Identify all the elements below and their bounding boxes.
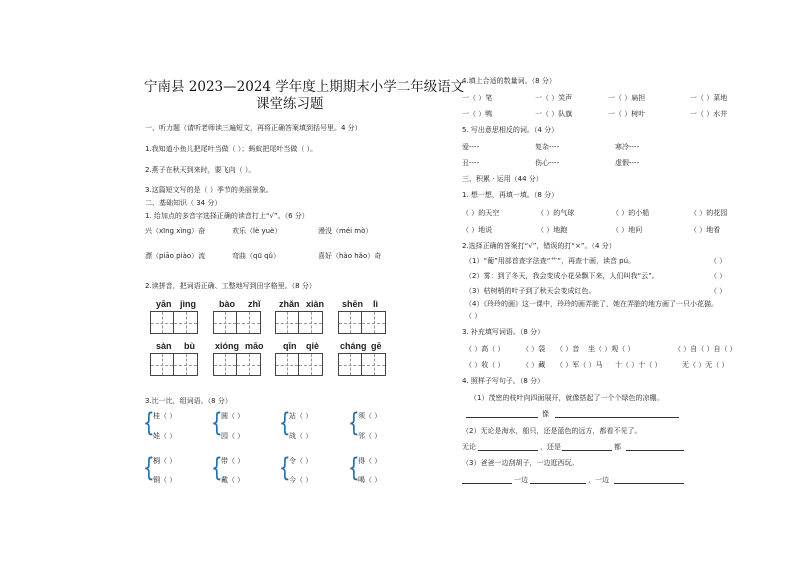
brace-icon: { xyxy=(279,408,291,438)
brace-icon: { xyxy=(211,408,223,438)
judge-item: （3）枯树梢的叶子到了秋天会变成红色。 xyxy=(465,287,596,295)
measure-word-item: 一（ ）笑声 xyxy=(535,94,573,102)
judge-question: 2.选择正确的答案打“√”，错误的打“×”。（4 分） xyxy=(462,242,616,250)
writing-grid[interactable] xyxy=(338,311,386,334)
judge-answer-paren[interactable]: （ ） xyxy=(710,257,727,265)
antonyms-heading: 5. 写出意思相反的词。（4 分） xyxy=(462,126,559,134)
pinyin-label: shēn xyxy=(342,299,364,309)
idiom-item: （ ）军（ ）马 xyxy=(556,361,603,369)
answer-line[interactable] xyxy=(530,483,586,484)
fill-item: （ ）的花园 xyxy=(690,209,728,217)
pinyin-label: xióng xyxy=(215,341,239,351)
measure-words-heading: 4.填上合适的数量词。（8 分） xyxy=(462,77,556,85)
writing-grid[interactable] xyxy=(150,311,198,334)
compare-word: 喝（ ） xyxy=(358,476,382,484)
idiom-item: （ ）收（ ） xyxy=(465,361,505,369)
pinyin-question: 2.读拼音，把词语正确、工整地写到田字格里。（8 分） xyxy=(145,282,316,290)
pinyin-label: bù xyxy=(184,341,195,351)
measure-word-item: 一（ ）菜地 xyxy=(690,94,728,102)
compare-word: 铜（ ） xyxy=(153,476,177,484)
sentence-keyword: ，一边 xyxy=(588,476,609,484)
judge-answer-paren[interactable]: （ ） xyxy=(710,287,727,295)
idiom-item: （ ）音 xyxy=(556,345,580,353)
answer-line[interactable] xyxy=(478,450,538,451)
fill-item: （ ）地看 xyxy=(690,226,721,234)
antonym-item: 寒冷---- xyxy=(615,143,640,151)
compare-word: 园（ ） xyxy=(221,432,245,440)
compare-word: 娃（ ） xyxy=(153,432,177,440)
idiom-item: （ ）袋 xyxy=(522,345,546,353)
compare-word: 得（ ） xyxy=(358,457,382,465)
pinyin-label: yān xyxy=(156,299,172,309)
fill-item: （ ）地问 xyxy=(612,226,643,234)
answer-line[interactable] xyxy=(614,483,684,484)
compare-word: 须（ ） xyxy=(358,412,382,420)
fill-item: （ ）地跑 xyxy=(537,226,568,234)
polyphone-item: 喜好（hào hǎo）奇 xyxy=(318,252,382,260)
pinyin-label: lì xyxy=(373,299,379,309)
writing-grid[interactable] xyxy=(213,353,261,376)
fill-item: （ ）的气球 xyxy=(537,209,575,217)
pinyin-label: sàn xyxy=(156,341,172,351)
answer-line[interactable] xyxy=(466,417,538,418)
polyphone-item: 欢乐（lè yuè） xyxy=(232,227,282,235)
fill-item: （ ）地说 xyxy=(462,226,493,234)
judge-item: （1）“葡”用部首查字法查“艹”，再查十画，读音 pú。 xyxy=(465,257,636,265)
polyphone-item: 漫没（méi mò） xyxy=(318,227,373,235)
measure-word-item: 一（ ）队旗 xyxy=(535,110,573,118)
writing-grid[interactable] xyxy=(338,353,386,376)
pinyin-label: qīn xyxy=(283,341,297,351)
idiom-item: （ ）自（ ）自（ ） xyxy=(674,345,737,353)
fill-item: （ ）的天空 xyxy=(462,209,500,217)
brace-icon: { xyxy=(143,408,155,438)
antonym-item: 复杂---- xyxy=(535,143,560,151)
polyphone-item: 兴（xīng xìng）奋 xyxy=(145,227,206,235)
answer-line[interactable] xyxy=(626,450,684,451)
writing-grid[interactable] xyxy=(150,353,198,376)
polyphone-item: 弯曲（qū qǔ） xyxy=(232,252,280,260)
pinyin-label: qiè xyxy=(306,341,320,351)
listening-q2: 2.燕子在秋天到来时，要飞向（ ）。 xyxy=(145,166,256,174)
compare-word: 桂（ ） xyxy=(153,412,177,420)
sentence-keyword: 都 xyxy=(614,443,621,451)
compare-word: 战（ ） xyxy=(289,432,313,440)
section3-heading: 三、积累 · 运用（44 分） xyxy=(462,175,543,183)
pinyin-label: bào xyxy=(219,299,236,309)
page-title-line1: 宁南县 2023—2024 学年度上期期末小学二年级语文 xyxy=(144,79,465,95)
idiom-item: 十（ ）十（ ） xyxy=(615,361,662,369)
brace-icon: { xyxy=(279,453,291,483)
answer-line[interactable] xyxy=(562,450,612,451)
fill-question: 1. 想一想，再填一填。（8 分） xyxy=(462,191,559,199)
page-title-line2: 课堂练习题 xyxy=(256,96,324,112)
sentence-question: 4. 照样子写句子。（8 分） xyxy=(462,377,545,385)
compare-word: 圆（ ） xyxy=(221,412,245,420)
measure-word-item: 一（ ）树叶 xyxy=(608,110,646,118)
pinyin-label: cháng xyxy=(340,341,367,351)
section2-heading: 二、基础知识（ 34 分） xyxy=(145,199,222,207)
compare-word: 令（ ） xyxy=(289,457,313,465)
sentence-keyword: 一边 xyxy=(514,476,528,484)
compare-word: 带（ ） xyxy=(221,457,245,465)
measure-word-item: 一（ ）鸭 xyxy=(462,110,493,118)
compare-word: 站（ ） xyxy=(289,412,313,420)
idiom-item: 坐（ ）观（ ） xyxy=(588,345,635,353)
compare-word: 桐（ ） xyxy=(153,457,177,465)
pinyin-label: zhǐ xyxy=(248,299,261,309)
pinyin-label: jìng xyxy=(180,299,196,309)
fill-item: （ ）的小船 xyxy=(612,209,650,217)
writing-grid[interactable] xyxy=(275,311,323,334)
measure-word-item: 一（ ）扁担 xyxy=(608,94,646,102)
listening-q1: 1.我知道小鱼儿把尾叶当做（ ）；蚂蚁把尾叶当做（ ）。 xyxy=(145,145,318,153)
writing-grid[interactable] xyxy=(213,311,261,334)
antonym-item: 伤心---- xyxy=(535,159,560,167)
answer-line[interactable] xyxy=(555,417,679,418)
antonym-item: 爱---- xyxy=(462,143,480,151)
antonym-item: 丑---- xyxy=(462,159,480,167)
sentence-example: （1）茂密的枝叶向四面展开，就像搭起了一个个绿色的凉棚。 xyxy=(470,394,664,402)
writing-grid[interactable] xyxy=(275,353,323,376)
judge-answer-paren[interactable]: （ ） xyxy=(465,312,482,320)
compare-word: 今（ ） xyxy=(289,476,313,484)
compare-question: 3.比一比，组词语。（8 分） xyxy=(145,397,232,405)
antonym-item: 虚假---- xyxy=(615,159,640,167)
brace-icon: { xyxy=(143,453,155,483)
sentence-keyword: ，还是 xyxy=(540,443,561,451)
judge-item: （4）《玲玲的画》这一课中，玲玲的画弄脏了，她在弄脏的地方画了一只小花猫。 xyxy=(465,300,718,308)
measure-word-item: 一（ ）水井 xyxy=(690,110,728,118)
pinyin-label: māo xyxy=(245,341,264,351)
idiom-item: 无（ ）无（ ） xyxy=(682,361,729,369)
judge-answer-paren[interactable]: （ ） xyxy=(710,272,727,280)
pinyin-label: zhǎn xyxy=(279,299,300,309)
compare-word: 邻（ ） xyxy=(358,432,382,440)
sentence-keyword: 像 xyxy=(542,410,549,418)
polyphone-item: 漂（piāo piào）流 xyxy=(145,252,206,260)
sentence-keyword: 无论 xyxy=(462,443,476,451)
sentence-example: （2）无论是海水，船只，还是蓝色的远方，都看不见了。 xyxy=(462,427,642,435)
judge-item: （2）雾：到了冬天，我会变成小花朵飘下来，人们叫我“云”。 xyxy=(465,272,659,280)
brace-icon: { xyxy=(348,453,360,483)
pinyin-label: xiàn xyxy=(306,299,325,309)
section1-heading: 一、听力题（请听老师读三遍短文，再将正确答案填到括号里。4 分） xyxy=(145,124,362,132)
idiom-item: （ ）高（ ） xyxy=(465,345,505,353)
answer-line[interactable] xyxy=(462,483,512,484)
listening-q3: 3.这篇短文写的是（ ）季节的美丽景象。 xyxy=(145,186,273,194)
brace-icon: { xyxy=(211,453,223,483)
compare-word: 戴（ ） xyxy=(221,476,245,484)
pinyin-label: gē xyxy=(371,341,382,351)
sentence-example: （3）爸爸一边刮胡子，一边逛西玩。 xyxy=(462,459,579,467)
idiom-question: 3. 补充填写词语。（8 分） xyxy=(462,328,545,336)
measure-word-item: 一（ ）笔 xyxy=(462,94,493,102)
idiom-item: （ ）藏 xyxy=(522,361,546,369)
brace-icon: { xyxy=(348,408,360,438)
polyphone-question: 1. 给加点的多音字选择正确的读音打上“√”。（6 分） xyxy=(145,212,309,220)
